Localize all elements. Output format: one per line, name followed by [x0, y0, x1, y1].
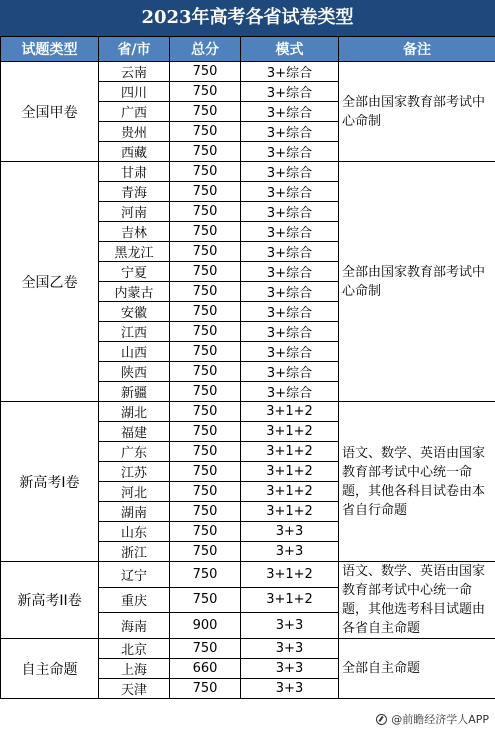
province-cell: 内蒙古	[99, 282, 170, 302]
watermark	[376, 711, 489, 727]
exam-type-cell: 全国乙卷	[1, 162, 99, 402]
header-type: 试题类型	[1, 37, 99, 62]
watermark-text: @前瞻经济学人APP	[391, 713, 489, 726]
score-cell: 750	[170, 82, 241, 102]
mode-cell: 3+3	[241, 679, 339, 699]
province-cell: 江西	[99, 322, 170, 342]
score-cell: 750	[170, 202, 241, 222]
score-cell: 750	[170, 502, 241, 522]
score-cell: 750	[170, 587, 241, 613]
score-cell: 660	[170, 659, 241, 679]
province-cell: 北京	[99, 639, 170, 659]
table-row	[1, 639, 495, 659]
mode-cell: 3+1+2	[241, 462, 339, 482]
header-score: 总分	[170, 37, 241, 62]
score-cell: 750	[170, 102, 241, 122]
header-province: 省/市	[99, 37, 170, 62]
province-cell: 重庆	[99, 587, 170, 613]
note-cell: 全部自主命题	[339, 639, 495, 699]
score-cell: 750	[170, 639, 241, 659]
score-cell: 750	[170, 242, 241, 262]
score-cell: 750	[170, 362, 241, 382]
province-cell: 湖南	[99, 502, 170, 522]
table-row	[1, 562, 495, 588]
score-cell: 750	[170, 162, 241, 182]
score-cell: 750	[170, 542, 241, 562]
province-cell: 山东	[99, 522, 170, 542]
exam-type-cell: 自主命题	[1, 639, 99, 699]
province-cell: 广西	[99, 102, 170, 122]
mode-cell: 3+3	[241, 522, 339, 542]
province-cell: 四川	[99, 82, 170, 102]
table-row	[1, 162, 495, 182]
search-logo-icon	[376, 714, 387, 725]
score-cell: 750	[170, 482, 241, 502]
mode-cell: 3+1+2	[241, 562, 339, 588]
mode-cell: 3+1+2	[241, 482, 339, 502]
mode-cell: 3+综合	[241, 202, 339, 222]
mode-cell: 3+综合	[241, 302, 339, 322]
note-cell: 语文、数学、英语由国家教育部考试中心统一命题，其他选考科目试题由各省自主命题	[339, 562, 495, 639]
mode-cell: 3+综合	[241, 162, 339, 182]
table-body	[1, 62, 495, 699]
province-cell: 吉林	[99, 222, 170, 242]
province-cell: 山西	[99, 342, 170, 362]
score-cell: 750	[170, 142, 241, 162]
province-cell: 陕西	[99, 362, 170, 382]
mode-cell: 3+1+2	[241, 502, 339, 522]
score-cell: 750	[170, 302, 241, 322]
province-cell: 广东	[99, 442, 170, 462]
province-cell: 江苏	[99, 462, 170, 482]
mode-cell: 3+综合	[241, 342, 339, 362]
mode-cell: 3+3	[241, 613, 339, 639]
province-cell: 贵州	[99, 122, 170, 142]
score-cell: 750	[170, 262, 241, 282]
mode-cell: 3+3	[241, 639, 339, 659]
province-cell: 云南	[99, 62, 170, 82]
score-cell: 750	[170, 522, 241, 542]
score-cell: 750	[170, 462, 241, 482]
mode-cell: 3+综合	[241, 102, 339, 122]
mode-cell: 3+3	[241, 542, 339, 562]
note-cell: 语文、数学、英语由国家教育部考试中心统一命题，其他各科目试卷由本省自行命题	[339, 402, 495, 562]
score-cell: 900	[170, 613, 241, 639]
province-cell: 青海	[99, 182, 170, 202]
mode-cell: 3+综合	[241, 322, 339, 342]
table-row	[1, 402, 495, 422]
mode-cell: 3+1+2	[241, 587, 339, 613]
score-cell: 750	[170, 342, 241, 362]
page-title: 2023年高考各省试卷类型	[0, 0, 495, 36]
province-cell: 宁夏	[99, 262, 170, 282]
province-cell: 辽宁	[99, 562, 170, 588]
mode-cell: 3+综合	[241, 82, 339, 102]
exam-type-cell: 新高考II卷	[1, 562, 99, 639]
mode-cell: 3+综合	[241, 62, 339, 82]
province-cell: 天津	[99, 679, 170, 699]
mode-cell: 3+综合	[241, 142, 339, 162]
score-cell: 750	[170, 122, 241, 142]
score-cell: 750	[170, 182, 241, 202]
score-cell: 750	[170, 282, 241, 302]
score-cell: 750	[170, 422, 241, 442]
mode-cell: 3+1+2	[241, 402, 339, 422]
mode-cell: 3+1+2	[241, 442, 339, 462]
province-cell: 西藏	[99, 142, 170, 162]
province-cell: 上海	[99, 659, 170, 679]
header-mode: 模式	[241, 37, 339, 62]
mode-cell: 3+综合	[241, 362, 339, 382]
province-cell: 浙江	[99, 542, 170, 562]
score-cell: 750	[170, 382, 241, 402]
mode-cell: 3+综合	[241, 382, 339, 402]
province-cell: 海南	[99, 613, 170, 639]
exam-type-table	[0, 36, 495, 699]
mode-cell: 3+3	[241, 659, 339, 679]
mode-cell: 3+综合	[241, 242, 339, 262]
province-cell: 河南	[99, 202, 170, 222]
score-cell: 750	[170, 62, 241, 82]
province-cell: 福建	[99, 422, 170, 442]
score-cell: 750	[170, 222, 241, 242]
mode-cell: 3+1+2	[241, 422, 339, 442]
province-cell: 甘肃	[99, 162, 170, 182]
score-cell: 750	[170, 442, 241, 462]
exam-type-cell: 新高考I卷	[1, 402, 99, 562]
header-row	[1, 37, 495, 62]
province-cell: 湖北	[99, 402, 170, 422]
header-note: 备注	[339, 37, 495, 62]
score-cell: 750	[170, 322, 241, 342]
province-cell: 黑龙江	[99, 242, 170, 262]
province-cell: 河北	[99, 482, 170, 502]
mode-cell: 3+综合	[241, 222, 339, 242]
note-cell: 全部由国家教育部考试中心命制	[339, 162, 495, 402]
score-cell: 750	[170, 562, 241, 588]
score-cell: 750	[170, 402, 241, 422]
mode-cell: 3+综合	[241, 122, 339, 142]
province-cell: 新疆	[99, 382, 170, 402]
score-cell: 750	[170, 679, 241, 699]
note-cell: 全部由国家教育部考试中心命制	[339, 62, 495, 162]
mode-cell: 3+综合	[241, 262, 339, 282]
province-cell: 安徽	[99, 302, 170, 322]
mode-cell: 3+综合	[241, 282, 339, 302]
table-row	[1, 62, 495, 82]
exam-type-cell: 全国甲卷	[1, 62, 99, 162]
mode-cell: 3+综合	[241, 182, 339, 202]
